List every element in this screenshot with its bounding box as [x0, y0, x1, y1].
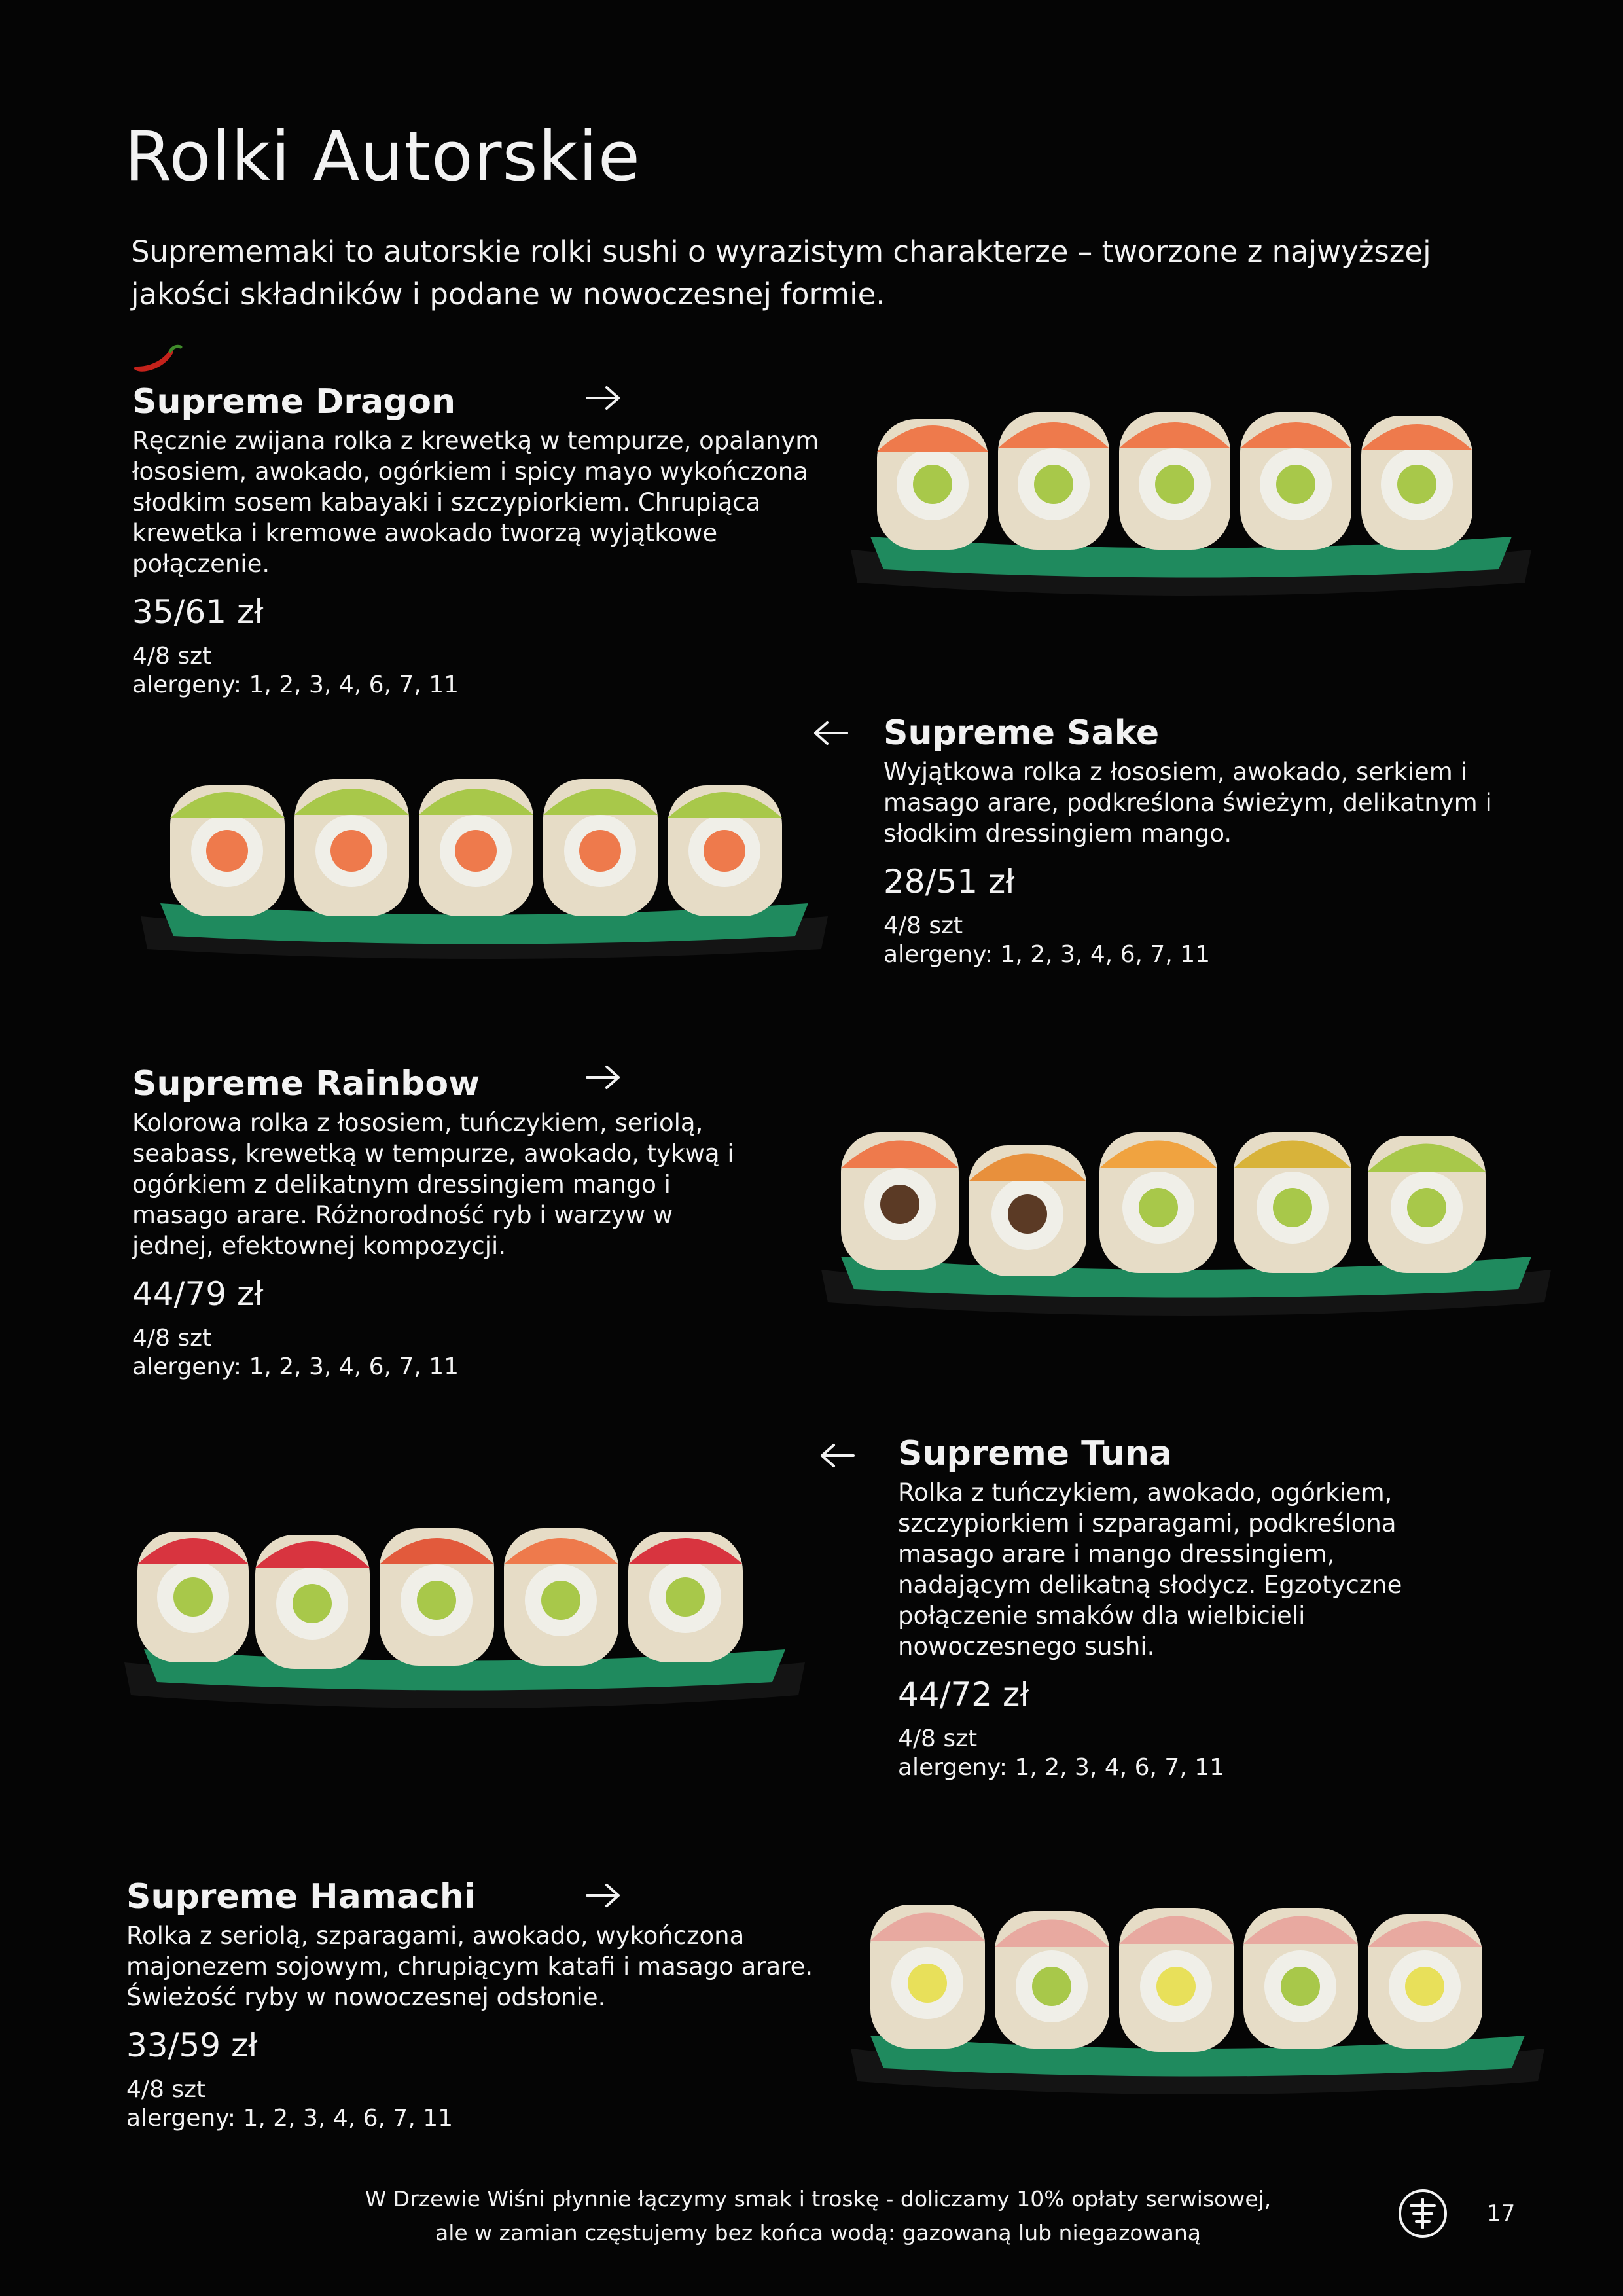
menu-item-supreme-sake [883, 712, 1538, 969]
item-name: Supreme Dragon [132, 382, 456, 422]
item-pieces: 4/8 szt [898, 1725, 978, 1752]
item-allergens: alergeny: 1, 2, 3, 4, 6, 7, 11 [126, 2105, 454, 2132]
chili-pepper-icon [131, 342, 183, 377]
item-price: 44/72 zł [898, 1676, 1029, 1713]
item-pieces: 4/8 szt [883, 912, 963, 939]
item-description: Rolka z tuńczykiem, awokado, ogórkiem, szczypiorkiem i szparagami, podkreślona masago arare i mango dressingiem, nadającym delikatną słodycz. Egzotyczne połączenie smaków dla wielbicieli nowoczesnego sushi. [898, 1479, 1402, 1660]
item-name: Supreme Tuna [898, 1434, 1173, 1473]
item-pieces: 4/8 szt [132, 1325, 212, 1352]
left-arrow-icon [818, 1443, 856, 1469]
item-description: Rolka z seriolą, szparagami, awokado, wykończona majonezem sojowym, chrupiącym katafi i masago arare. Świeżość ryby w nowoczesnej odsłonie. [126, 1922, 813, 2011]
item-allergens: alergeny: 1, 2, 3, 4, 6, 7, 11 [898, 1754, 1225, 1781]
right-arrow-icon [584, 1064, 622, 1090]
menu-item-supreme-dragon [132, 381, 826, 700]
footer-note [262, 2182, 1374, 2250]
item-pieces: 4/8 szt [126, 2076, 206, 2103]
item-price: 28/51 zł [883, 863, 1015, 901]
supreme-sake-plate-image [134, 759, 834, 969]
right-arrow-icon [584, 385, 622, 411]
item-description: Wyjątkowa rolka z łososiem, awokado, serkiem i masago arare, podkreślona świeżym, delikatnym i słodkim dressingiem mango. [883, 758, 1492, 848]
item-description: Ręcznie zwijana rolka z krewetką w tempurze, opalanym łososiem, awokado, ogórkiem i spicy mayo wykończona słodkim sosem kabayaki i szczypiorkiem. Chrupiąca krewetka i kremowe awokado tworzą wyjątkowe połączenie. [132, 427, 819, 578]
item-price: 33/59 zł [126, 2026, 258, 2064]
menu-item-supreme-rainbow [132, 1063, 813, 1382]
menu-item-supreme-hamachi [126, 1876, 833, 2133]
supreme-tuna-plate-image [118, 1499, 812, 1721]
item-name: Supreme Rainbow [132, 1064, 480, 1103]
left-arrow-icon [812, 720, 849, 746]
restaurant-logo-icon [1397, 2187, 1449, 2240]
page-number: 17 [1487, 2200, 1516, 2227]
supreme-rainbow-plate-image [815, 1106, 1558, 1329]
item-allergens: alergeny: 1, 2, 3, 4, 6, 7, 11 [883, 941, 1211, 968]
right-arrow-icon [584, 1882, 622, 1909]
supreme-dragon-plate-image [844, 386, 1538, 609]
item-price: 44/79 zł [132, 1275, 264, 1313]
item-name: Supreme Hamachi [126, 1877, 476, 1916]
footer-line-2: ale w zamian częstujemy bez końca wodą: gazowaną lub niegazowaną [435, 2220, 1201, 2246]
intro-text: Suprememaki to autorskie rolki sushi o wyrazistym charakterze – tworzone z najwyższej jakości składników i podane w nowoczesnej formie. [131, 234, 1431, 312]
item-allergens: alergeny: 1, 2, 3, 4, 6, 7, 11 [132, 1354, 459, 1380]
footer-line-1: W Drzewie Wiśni płynnie łączymy smak i troskę - doliczamy 10% opłaty serwisowej, [365, 2186, 1272, 2212]
item-price: 35/61 zł [132, 593, 264, 631]
item-name: Supreme Sake [883, 713, 1160, 753]
item-pieces: 4/8 szt [132, 643, 212, 670]
item-description: Kolorowa rolka z łososiem, tuńczykiem, seriolą, seabass, krewetką w tempurze, awokado, tykwą i ogórkiem z delikatnym dressingiem mango i masago arare. Różnorodność ryb i warzyw w jednej, efektownej kompozycji. [132, 1109, 734, 1260]
item-allergens: alergeny: 1, 2, 3, 4, 6, 7, 11 [132, 672, 459, 698]
supreme-hamachi-plate-image [844, 1878, 1551, 2108]
page-title: Rolki Autorskie [124, 117, 641, 196]
menu-item-supreme-tuna [898, 1433, 1539, 1782]
